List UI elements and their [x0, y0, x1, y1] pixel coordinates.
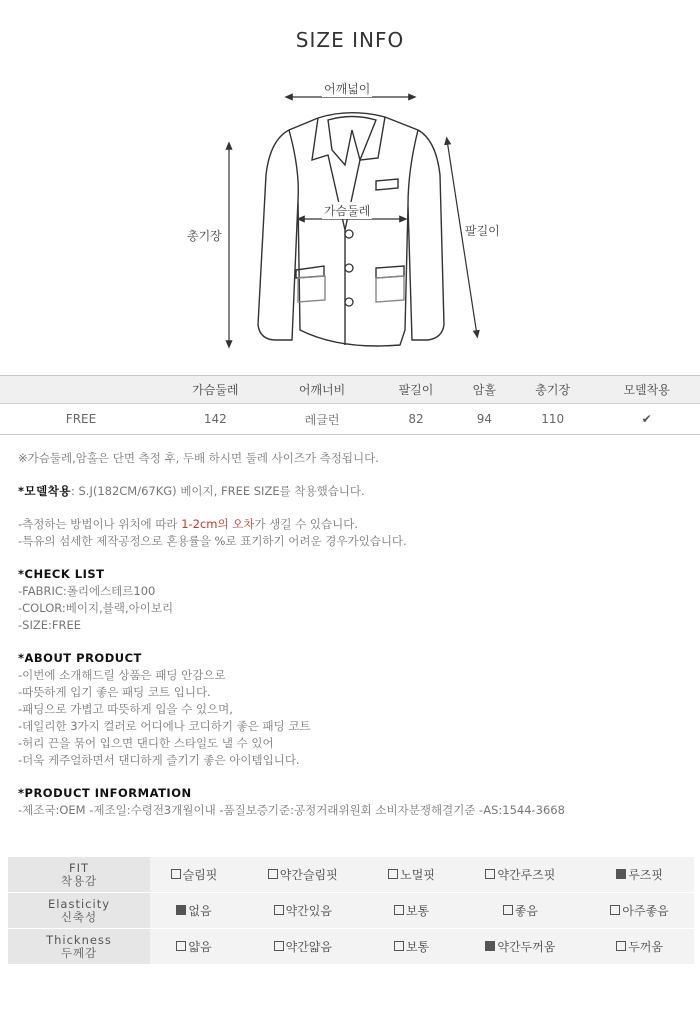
- elasticity-label: Elasticity 신축성: [8, 893, 150, 929]
- thickness-option: 약간얇음: [238, 929, 368, 965]
- thickness-row: [8, 929, 694, 965]
- size-table: [0, 375, 700, 435]
- checkbox-icon: [388, 869, 398, 879]
- size-header-shoulder: 어깨너비: [269, 376, 376, 404]
- list-item: -따뜻하게 입기 좋은 패딩 코트 입니다.: [18, 685, 211, 699]
- fit-label: FIT 착용감: [8, 857, 150, 893]
- jacket-outline: [258, 113, 444, 346]
- chest-label: 가슴둘레: [324, 204, 371, 218]
- fit-row: [8, 857, 694, 893]
- elasticity-row: [8, 893, 694, 929]
- model-text: : S.J(182CM/67KG) 베이지, FREE SIZE를 착용했습니다.: [70, 484, 365, 498]
- checkbox-icon: [485, 869, 495, 879]
- checkbox-icon: [394, 941, 404, 951]
- product-info-text: -제조국:OEM -제조일:수령전3개월이내 -품질보증기준:공정거래위원회 소비자분쟁해결기준 -AS:1544-3668: [18, 803, 565, 817]
- elasticity-option: 좋음: [456, 893, 586, 929]
- size-header-chest: 가슴둘레: [162, 376, 269, 404]
- measure-note: ※가슴둘레,암홀은 단면 측정 후, 두배 하시면 둘레 사이즈가 측정됩니다.: [18, 451, 379, 465]
- jacket-diagram: [0, 0, 700, 370]
- checkbox-icon: [616, 941, 626, 951]
- size-header-armhole: 암홀: [457, 376, 513, 404]
- thickness-label: Thickness 두께감: [8, 929, 150, 965]
- checkbox-icon: [268, 869, 278, 879]
- button-3: [345, 298, 353, 306]
- thickness-option: 약간두꺼움: [456, 929, 586, 965]
- notes-section: [18, 450, 688, 819]
- fit-option: 슬림핏: [150, 857, 238, 893]
- list-item: -패딩으로 가볍고 따뜻하게 입을 수 있으며,: [18, 702, 233, 716]
- list-item: -SIZE:FREE: [18, 618, 81, 632]
- blend-note: -특유의 섬세한 제작공정으로 혼용률을 %로 표기하기 어려운 경우가있습니다.: [18, 534, 407, 548]
- button-2: [345, 264, 353, 272]
- page-title: SIZE INFO: [295, 28, 405, 52]
- diff-highlight: 1-2cm의 오차: [181, 517, 255, 531]
- table-row: [0, 404, 700, 435]
- list-item: -허리 끈을 묶어 입으면 댄디한 스타일도 낼 수 있어: [18, 736, 274, 750]
- model-line: [18, 483, 688, 500]
- shoulder-label: 어깨넓이: [324, 82, 371, 96]
- list-item: -FABRIC:폴리에스테르100: [18, 584, 156, 598]
- armhole-cell: 94: [457, 404, 513, 435]
- checkbox-icon: [274, 941, 284, 951]
- fit-table: [8, 857, 694, 965]
- shoulder-cell: 레글런: [269, 404, 376, 435]
- length-cell: 110: [512, 404, 593, 435]
- thickness-option: 보통: [368, 929, 456, 965]
- size-header-sleeve: 팔길이: [375, 376, 456, 404]
- elasticity-option: 아주좋음: [585, 893, 694, 929]
- sleeve-label: 팔길이: [465, 224, 500, 238]
- diff-note: -측정하는 방법이나 위치에 따라 1-2cm의 오차가 생길 수 있습니다.: [18, 517, 358, 531]
- checkbox-checked-icon: [616, 869, 626, 879]
- thickness-option: 두꺼움: [585, 929, 694, 965]
- list-item: -데일리한 3가지 컬러로 어디에나 코디하기 좋은 패딩 코트: [18, 719, 311, 733]
- fit-option: 루즈핏: [585, 857, 694, 893]
- fit-option: 노멀핏: [368, 857, 456, 893]
- size-header-length: 총기장: [512, 376, 593, 404]
- model-check-icon: ✔: [593, 404, 700, 435]
- model-label: *모델착용: [18, 484, 71, 498]
- size-table-header: [0, 376, 700, 404]
- checkbox-icon: [503, 905, 513, 915]
- sleeve-cell: 82: [375, 404, 456, 435]
- checkbox-checked-icon: [485, 941, 495, 951]
- list-item: -더욱 케주얼하면서 댄디하게 즐기기 좋은 아이템입니다.: [18, 753, 300, 767]
- elasticity-option: 없음: [150, 893, 238, 929]
- fit-option: 약간슬림핏: [238, 857, 368, 893]
- list-item: -이번에 소개해드릴 상품은 패딩 안감으로: [18, 668, 226, 682]
- checkbox-icon: [176, 941, 186, 951]
- size-header-model: 모델착용: [593, 376, 700, 404]
- elasticity-option: 약간있음: [238, 893, 368, 929]
- elasticity-option: 보통: [368, 893, 456, 929]
- checkbox-icon: [610, 905, 620, 915]
- checkbox-checked-icon: [176, 905, 186, 915]
- about-product-title: *ABOUT PRODUCT: [18, 651, 142, 665]
- checkbox-icon: [274, 905, 284, 915]
- list-item: -COLOR:베이지,블랙,아이보리: [18, 601, 174, 615]
- size-cell: FREE: [0, 404, 162, 435]
- thickness-option: 얇음: [150, 929, 238, 965]
- size-header-blank: [0, 376, 162, 404]
- button-1: [345, 230, 353, 238]
- length-label: 총기장: [187, 229, 222, 243]
- check-list-title: *CHECK LIST: [18, 567, 105, 581]
- checkbox-icon: [394, 905, 404, 915]
- checkbox-icon: [171, 869, 181, 879]
- fit-option: 약간루즈핏: [456, 857, 586, 893]
- product-info-title: *PRODUCT INFORMATION: [18, 786, 192, 800]
- chest-cell: 142: [162, 404, 269, 435]
